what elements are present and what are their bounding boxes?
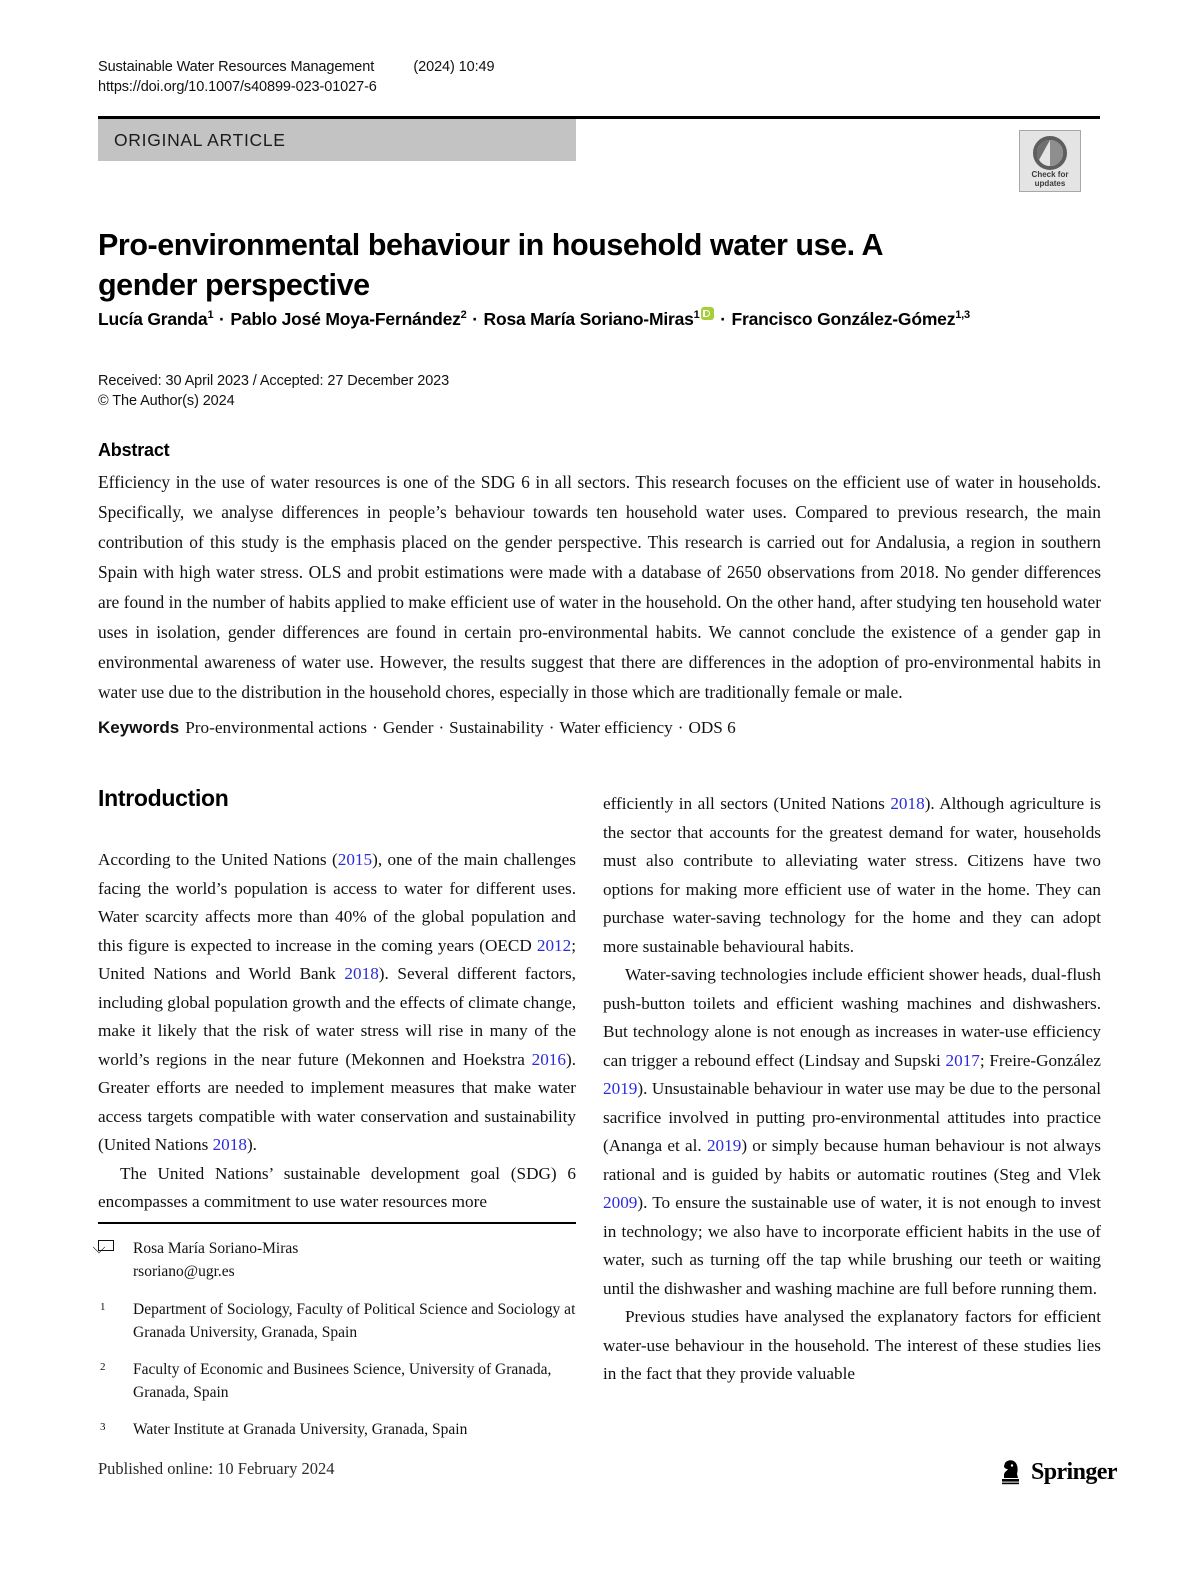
author-name: Rosa María Soriano-Miras [483,309,694,329]
citation-link[interactable]: 2019 [706,1136,742,1155]
body-paragraph [603,790,1101,961]
affiliation-number: 2 [100,1361,106,1373]
crossmark-caption-line2: updates [1034,179,1066,188]
keyword-item[interactable]: Water efficiency [559,718,673,737]
left-column-paragraphs [98,846,576,1217]
publication-dates [98,371,798,411]
citation-link[interactable]: 2019 [603,1079,638,1098]
citation-link[interactable]: 2009 [603,1193,638,1212]
springer-wordmark: Springer [1031,1459,1117,1485]
abstract-text: Efficiency in the use of water resources is one of the SDG 6 in all sectors. This research focuses on the efficient use of water in households. Specifically, we analyse differences in people’s behaviour towards ten household water uses. Compared to previous research, the main contribution of this study is the emphasis placed on the gender perspective. This research is carried out for Andalusia, a region in southern Spain with high water stress. OLS and probit estimations were made with a database of 2650 observations from 2018. No gender differences are found in the number of habits applied to make efficient use of water in the household. On the other hand, after studying ten household water uses in isolation, gender differences are found in certain pro-environmental habits. We cannot conclude the existence of a gender gap in environmental awareness of water use. However, the results suggest that there are differences in the adoption of pro-environmental habits in water use due to the distribution in the household chores, especially in those which are traditionally female or male. [98,472,1101,702]
affiliation-text: Faculty of Economic and Businees Science, University of Granada, Granada, Spain [133,1361,552,1401]
published-online-line: Published online: 10 February 2024 [98,1459,335,1478]
citation-link[interactable]: 2018 [212,1135,247,1154]
citation-link[interactable]: 2015 [337,850,373,869]
affiliation-item [98,1418,576,1441]
author-separator: · [467,309,483,329]
author-name: Pablo José Moya-Fernández [230,309,461,329]
author-name: Francisco González-Gómez [731,309,956,329]
paper-title: Pro-environmental behaviour in household water use. A gender perspective [98,228,882,303]
author-list [98,307,1098,331]
paragraph-text: ) or simply because human behaviour is not always rational and is guided by habits or automatic routines (Steg and Vlek [603,1136,1101,1184]
paragraph-text: Water-saving technologies include efficient shower heads, dual-flush push-button toilets and efficient washing machines and dishwashers. But technology alone is not enough as increases in water-use efficiency can trigger a rebound effect (Lindsay and Supski [603,965,1101,1070]
author-affiliation-marker: 1,3 [955,309,970,322]
body-paragraph [603,1303,1101,1389]
envelope-icon [98,1240,114,1251]
affiliation-text: Water Institute at Granada University, Granada, Spain [133,1421,468,1438]
keyword-item[interactable]: Sustainability [449,718,544,737]
citation-link[interactable]: 2018 [344,964,379,983]
author-affiliation-marker: 1 [207,309,214,322]
keywords-label: Keywords [98,718,180,737]
right-column-paragraphs [603,790,1101,1389]
keyword-item[interactable]: Gender [382,718,434,737]
body-column-right [603,790,1101,1389]
body-paragraph [98,846,576,1160]
author-affiliation-marker: 2 [460,309,467,322]
body-paragraph [603,961,1101,1303]
citation-link[interactable]: 2012 [536,935,572,955]
journal-citation-line: Sustainable Water Resources Management (2024) 10:49 [98,59,495,75]
paragraph-text: ). [246,1135,257,1154]
paragraph-text: Previous studies have analysed the explanatory factors for efficient water-use behaviour in the household. The interest of these studies lies in the fact that they provide valuable [603,1307,1101,1383]
check-for-updates-badge[interactable] [1019,130,1081,192]
author-name: Lucía Granda [98,309,208,329]
paragraph-text: ). Several different factors, including global population growth and the effects of climate change, make it likely that the risk of water stress will rise in many of the world’s regions in the near future (Mekonnen and Hoekstra [98,964,576,1069]
body-paragraph [98,1160,576,1217]
author-separator: · [715,309,731,329]
citation-link[interactable]: 2017 [945,1050,980,1070]
orcid-icon[interactable] [701,307,714,320]
keyword-separator: · [548,718,555,737]
corresponding-author-name: Rosa María Soriano-Miras [133,1240,299,1257]
article-type-band [98,119,576,161]
author-affiliation-marker: 1 [693,309,700,322]
article-type-label: ORIGINAL ARTICLE [114,130,286,150]
paragraph-text: ). To ensure the sustainable use of water, it is not enough to invest in technology; we also have to incorporate efficient habits in the use of water, such as turning off the tap while brushing our teeth or waiting until the dishwasher and washing machine are full before running them. [603,1193,1101,1298]
paragraph-text: ; United Nations and World Bank [98,935,576,983]
keyword-item[interactable]: Pro-environmental actions [185,718,368,737]
paragraph-text: ). Although agriculture is the sector that accounts for the greatest demand for water, households must also contribute to alleviating water stress. Citizens have two options for making more efficient use of water in the home. They can purchase water-saving technology for the home and they can adopt more sustainable behavioural habits. [603,794,1101,956]
section-heading-introduction: Introduction [98,785,229,811]
keyword-separator: · [438,718,445,737]
paragraph-text: ; Freire-González [979,1050,1101,1070]
paragraph-text: ). Greater efforts are needed to implement measures that make water access targets compatible with water conservation and sustainability (United Nations [98,1049,576,1154]
keywords-items [185,718,736,737]
abstract-heading: Abstract [98,440,170,460]
received-accepted-line: Received: 30 April 2023 / Accepted: 27 December 2023 [98,373,450,389]
springer-logo [996,1455,1117,1491]
crossmark-icon [1033,136,1067,170]
citation-link[interactable]: 2018 [890,794,925,813]
citation-link[interactable]: 2016 [531,1049,566,1069]
copyright-line: © The Author(s) 2024 [98,393,235,409]
footnote-divider [98,1222,576,1224]
affiliation-number: 3 [100,1421,106,1433]
springer-knight-icon [996,1457,1026,1487]
affiliation-text: Department of Sociology, Faculty of Political Science and Sociology at Granada University, Granada, Spain [133,1301,576,1341]
keyword-separator: · [372,718,378,737]
keyword-item[interactable]: ODS 6 [688,718,736,737]
paragraph-text: ). Unsustainable behaviour in water use may be due to the personal sacrifice involved in putting pro-environmental attitudes into practice (Ananga et al. [603,1079,1101,1155]
journal-masthead [98,57,1098,97]
crossmark-caption [1020,170,1080,188]
affiliation-item [98,1298,576,1344]
paragraph-text: According to the United Nations ( [98,850,338,869]
corresponding-author-block [98,1237,576,1283]
affiliation-list [98,1298,576,1455]
crossmark-caption-line1: Check for [1031,170,1069,179]
affiliation-number: 1 [100,1301,106,1313]
paragraph-text: The United Nations’ sustainable development goal (SDG) 6 encompasses a commitment to use water resources more [98,1163,576,1211]
keywords-line [98,715,1101,741]
body-column-left [98,785,576,1217]
paragraph-text: ), one of the main challenges facing the world’s population is access to water for different uses. Water scarcity affects more than 40% of the global population and this figure is expected to increase in the coming years (OECD [98,850,576,955]
author-separator: · [214,309,230,329]
paragraph-text: efficiently in all sectors (United Nations [603,794,891,813]
affiliation-item [98,1358,576,1404]
doi-link[interactable]: https://doi.org/10.1007/s40899-023-01027-6 [98,79,377,95]
corresponding-author-email[interactable]: rsoriano@ugr.es [133,1263,235,1280]
keyword-separator: · [677,718,684,737]
